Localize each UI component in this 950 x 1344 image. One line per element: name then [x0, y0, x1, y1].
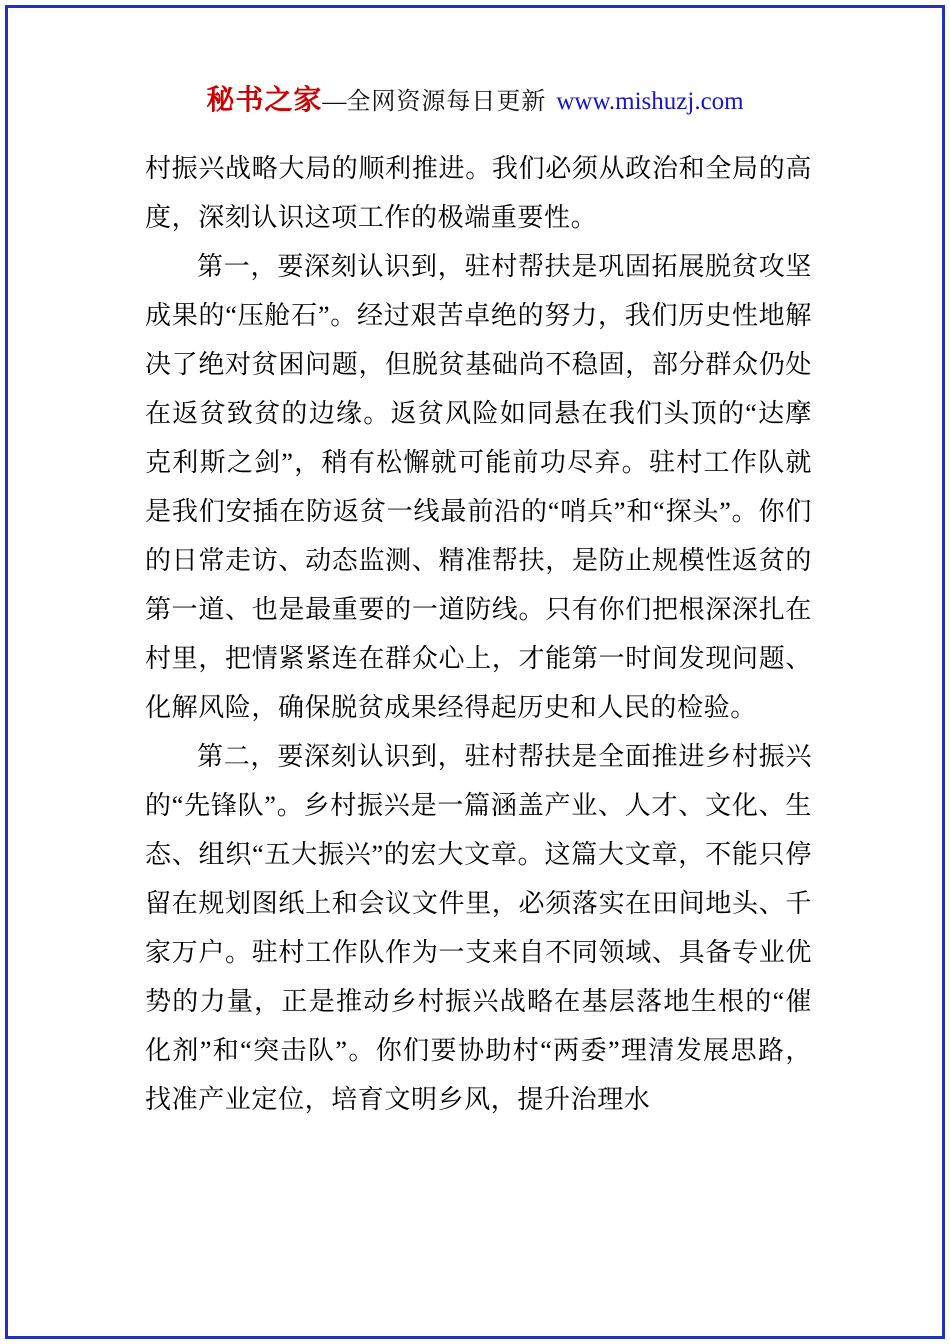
paragraph-first-point: 第一，要深刻认识到，驻村帮扶是巩固拓展脱贫攻坚成果的“压舱石”。经过艰苦卓绝的努力，我们历史性地解决了绝对贫困问题，但脱贫基础尚不稳固，部分群众仍处在返贫致贫的边缘。返贫风险如同悬在我们头顶的“达摩克利斯之剑”，稍有松懈就可能前功尽弃。驻村工作队就是我们安插在防返贫一线最前沿的“哨兵”和“探头”。你们的日常走访、动态监测、精准帮扶，是防止规模性返贫的第一道、也是最重要的一道防线。只有你们把根深深扎在村里，把情紧紧连在群众心上，才能第一时间发现问题、化解风险，确保脱贫成果经得起历史和人民的检验。	[145, 252, 812, 722]
site-name: 秘书之家	[206, 85, 323, 116]
header-dash: —	[322, 89, 347, 115]
paragraph-second-point: 第二，要深刻认识到，驻村帮扶是全面推进乡村振兴的“先锋队”。乡村振兴是一篇涵盖产业、人才、文化、生态、组织“五大振兴”的宏大文章。这篇大文章，不能只停留在规划图纸上和会议文件里，必须落实在田间地头、千家万户。驻村工作队作为一支来自不同领域、具备专业优势的力量，正是推动乡村振兴战略在基层落地生根的“催化剂”和“突击队”。你们要协助村“两委”理清发展思路，找准产业定位，培育文明乡风，提升治理水	[145, 742, 812, 1114]
page-header	[0, 84, 950, 122]
site-tagline: 全网资源每日更新	[346, 89, 547, 115]
paragraph-continuation: 村振兴战略大局的顺利推进。我们必须从政治和全局的高度，深刻认识这项工作的极端重要性。	[145, 154, 812, 232]
document-body	[145, 144, 812, 1124]
site-url: www.mishuzj.com	[556, 88, 744, 115]
